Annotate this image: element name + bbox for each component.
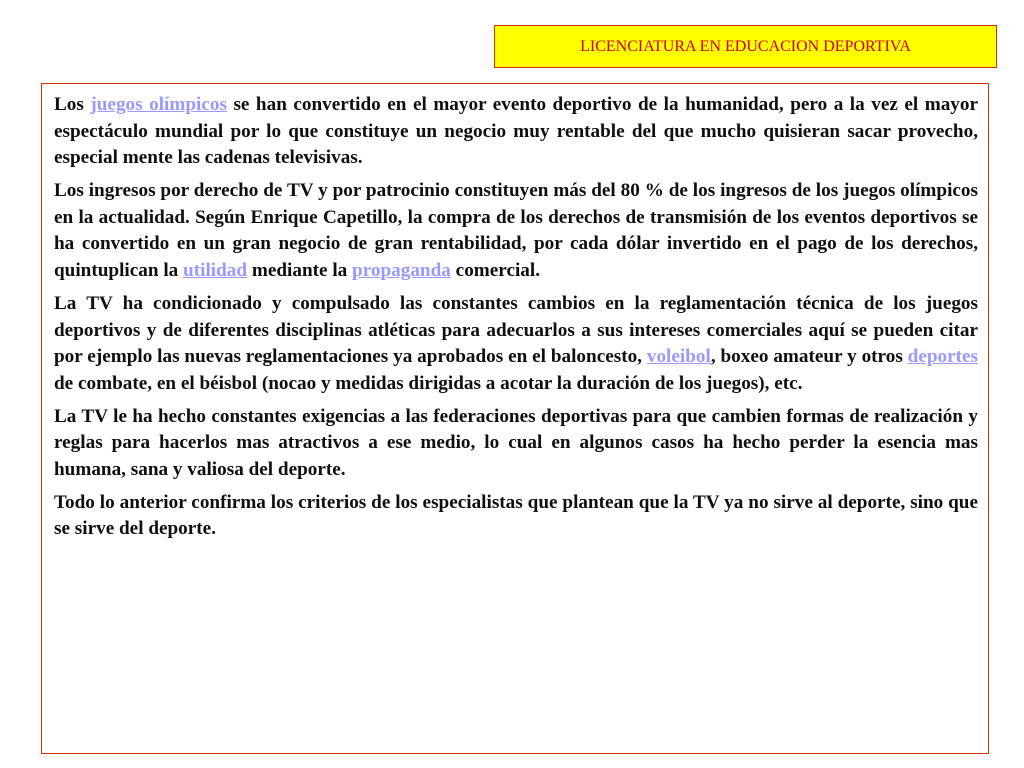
paragraph-2-text: Los ingresos por derecho de TV y por patrocinio constituyen más del 80 % de los ingresos de los juegos olímpicos en la actualidad. Según Enrique Capetillo, la compra de los derechos de transmisión de los eventos deportivos se ha convertido en un gran negocio de gran rentabilidad, por cada dólar invertido en el pago de los derechos, quintuplican la [54, 180, 978, 281]
link-juegos-olimpicos[interactable]: juegos olímpicos [90, 94, 227, 115]
link-voleibol[interactable]: voleibol [646, 346, 711, 368]
link-propaganda[interactable]: propaganda [352, 259, 451, 281]
paragraph-3-text: La TV ha condicionado y compulsado las constantes cambios en la reglamentación técnica de los juegos deportivos y de diferentes disciplinas atléticas para adecuarlos a sus intereses comerciales aquí se pueden citar por ejemplo las nuevas reglamentaciones ya aprobados en el baloncesto, [54, 292, 978, 368]
paragraph-2-mid: mediante la [247, 259, 353, 281]
slide-title: LICENCIATURA EN EDUCACION DEPORTIVA [580, 37, 911, 55]
paragraph-3-end: de combate, en el béisbol (nocao y medidas dirigidas a acotar la duración de los juegos), etc. [54, 372, 803, 394]
paragraph-5-text: Todo lo anterior confirma los criterios de los especialistas que plantean que la TV ya no sirve al deporte, sino que se sirve del deporte. [54, 491, 978, 540]
link-utilidad[interactable]: utilidad [183, 259, 248, 281]
body-text-box [41, 83, 989, 754]
paragraph-3 [54, 291, 978, 397]
paragraph-5 [54, 490, 978, 543]
paragraph-4 [54, 404, 978, 484]
paragraph-3-mid: , boxeo amateur y otros [710, 346, 908, 368]
paragraph-1-rest: se han convertido en el mayor evento deportivo de la humanidad, pero a la vez el mayor espectáculo mundial por lo que constituye un negocio muy rentable del que mucho quisieran sacar provecho, especial mente las cadenas televisivas. [54, 94, 978, 169]
slide-title-box [494, 25, 997, 68]
paragraph-4-text: La TV le ha hecho constantes exigencias a las federaciones deportivas para que cambien formas de realización y reglas para hacerlos mas atractivos a ese medio, lo cual en algunos casos ha hecho perder la esencia mas humana, sana y valiosa del deporte. [54, 405, 978, 480]
paragraph-1-text: Los [54, 94, 91, 115]
paragraph-2-end: comercial. [450, 259, 541, 281]
link-deportes[interactable]: deportes [907, 346, 978, 368]
paragraph-1 [54, 92, 978, 172]
paragraph-2 [54, 178, 978, 284]
